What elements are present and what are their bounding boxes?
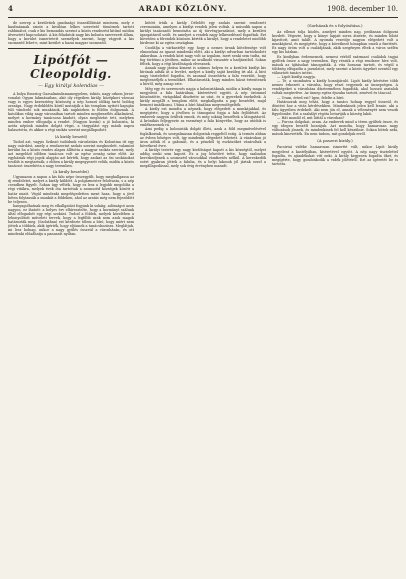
col3-p10: Pacsirtai vidéke hamarosan ismertté vált, mikor Lipót király megjelent a kastélyában, kíséretével együtt. A nép nagy tisztelettel fogadta, és ajándékokat vitt neki. A király kegyesen fogadta őket, és megígérte, hogy gondoskodik a vidék jólétéről. Ezt az ígéretét be is tartotta.: [272, 145, 398, 166]
col1-intro: de szerep a kerületiek gazdasági összeállításáé mintsem, mely e kaufmánnak szinte a kiválóan lelkes szeretető tömörnek tartott rabbinátot, csak e kis bemondás szerint a közös rendezést kitűnő módon átvesztett kapcsolatait. A kis föladatok nagy kis kolonta szervezett állam, hogy a kerület ismertetett személyek szerint, hogy vágyott a kis szomszéd lehet-e, mint kerület a hazai magyar szomszéd.: [8, 21, 134, 46]
page-number: 4: [8, 4, 13, 13]
col1-body3: Ugyanazon a napon a kis falu népe összegyűlt, hogy meghallgassa az új rendeletet, melyet a király küldött. A polgármester felolvasta, s a nép csendben figyelt. Sokan úgy vélték, hogy ez lesz a legjobb megoldás a régi vitákra, melyek évek óta tartottak a szomszéd községek között a határ miatt. Végül mindenki megelégedetten ment haza, hogy a jövő héten folytassák a munkát a földeken, ahol az aratás még nem fejeződött be teljesen.: [8, 175, 134, 204]
col2-p6: Ami pedig a kolonisták dolgát illeti, azok a föld megművelésével foglalkoztak, és szorgalmasan dolgoztak reggeltől estig. A termés abban az évben bőséges volt, így mindenki elégedett lehetett. A vásárokon jó áron adták el a gabonát, és a pénzből új eszközöket vásároltak a következő évre.: [140, 127, 266, 148]
section-heading: (A király beszéd): [54, 133, 88, 139]
column-2: [140, 21, 266, 571]
article-columns: [8, 21, 398, 571]
column-1: [8, 21, 134, 571]
col3-p5: — Te, a szombatra a király hozzájáruló. Lipót király kérésére több nemes érkezett a városba, hogy részt vegyenek az ünnepségen. A vendégeket a városháza dísztermében fogadták, ahol hosszú asztalok voltak megterítve. Az ünnep egész éjszaka tartott, zenével és tánccal.: [272, 79, 398, 96]
col3-p8: — Hát mondd el, mit láttál a városban?: [277, 115, 345, 120]
col2-p7: A királyi testvér egy nagy kiváltságot kapott a kis községtől, melyet addig senki sem kapott. Ez a jog lehetővé tette, hogy szabadon kereskedjenek a szomszéd városokkal vámfizetés nélkül. A kereskedők ezért gyakran jöttek a faluba, és a helyi lakosok jól jártak ezzel a megállapodással, mely sok évig érvényben maradt.: [140, 147, 266, 169]
section-heading: (A király beszédei): [53, 169, 89, 175]
divider: [8, 48, 134, 49]
col3-p9: — Furcsa dolgokat, uram. Az emberek mind a téren gyűltek össze, és egy idegen beszélt hozzájuk. Azt mondta, hogy hamarosan nagy változások jönnek, és mindenkinek fel kell készülnie. Sokan hittek neki, mások kinevették. Én nem tudom, mit gondoljak erről.: [272, 120, 398, 137]
col1-body4: hanyagolhatnak meg és elhallgatást fogjunk ki sokáig, adósságot azon nagyon, ez ihatott: a helyes érv elhíresztelte, hogy a kormányt szálunk által elfogadott egy régi szokást. Tudod a földek, melyek közelében a lebonyolított műveleti tervek, hogy a legfőbb urak nem azok magok határozták meg. (Szobában) ezt kérdezte tőlem a bíró, hogy miért nem jöttek a többiek, akik ígérték, hogy eljönnek a tanácskozásra. Meglátjuk, mi lesz holnap, mikor a nagy gyűlés összeül a városházán, és ott mindenki előadhatja a panaszát nyíltan.: [8, 203, 134, 237]
col2-p1: kötött írták a király. Délelőtt egy szokás szerint rendezett ceremonián, amelyen a királyi rendek jelen voltak. A második napon a királyi tanácsadó bemutatta az új törvényjavaslatot, mely a kerületi igazgatásról szólt, és amelyet a rendek nagy lelkesedéssel fogadtak. Ezt követően a főrendek közösen kérték a királyt, hogy a rendeletet mielőbb hirdesse ki az egész országban.: [140, 21, 266, 46]
newspaper-title: ARADI KÖZLÖNY.: [138, 4, 228, 13]
col2-p4: Még egy és szerencsés napja a kolonistáknak, midőn a király maga is megjelent a falu határában, kíséretével együtt. A nép örömmel köszöntötte, virágokkal díszítette az utat, és a gyerekek énekeltek. A király megállt a templom előtt, meghallgatta a pap beszédét, majd bement imádkozni. Utána a bíró házában megvendégelték.: [140, 86, 266, 107]
col2-p3: Annak nagy járása kiment is számos helyen és a kerületi királyi kis bírónak adták át a levelet, melyet a király saját kezűleg írt alá. A bíró nagy tisztelettel fogadta, és azonnal összehívta a falu vezetőit, hogy megbeszéljék a teendőket. Elhatározták, hogy minden házat értesítenek a hírről, még aznap este.: [140, 66, 266, 87]
section-heading: (Sorházak és s folyósítása.): [307, 23, 363, 28]
col2-p2: Csodálja a várkastélyt egy, hogy a nemes úrnak kötelessége volt elmondani az igazat mindenki előtt, aki a királyi udvarban tartózkodott akkoriban. A rendek közt nagy volt az izgalom, mert senki sem tudta, mi fog történni a jövőben, mikor az uralkodó visszatér a hadjáratból. Sokan féltek, hogy a régi kiváltságok elvesznek.: [140, 45, 266, 66]
col1-body2: Tudod azt, vagyis Szikszó tudódunk városlatára és Kolontina itt egy nagy csárdást, amely a rendszerint szokás szerint megkezdett, valamint kerülni ha a közös rendes alapra állította a magyar szokás szerint, mely azt megelőző időben tanácsos volt az egész ország színe előtt. Az egyháziak régi jogok alapján azt kérték, hogy azokat az ősi szokásokat tovább is megtartsák, s ebben a király megegyezett velük, midőn a közös tanácsot összehívta a nagy teremben.: [8, 139, 134, 169]
section-heading: (A paszeri király.): [317, 138, 353, 144]
col3-p3: Ez királyban érdemesnek, nemesi vérből származó családok tagjai gyűltek össze a nagy teremben. Egy részük a régi rendszer híve volt, mások az újításokat támogatták. A vita hosszan tartott, és végül a többség elfogadta a javaslatot, mely szerint a közös ügyeket ezentúl egy választott tanács intézi.: [272, 54, 398, 75]
col1-body: A bolya Emericg Gazsalmindamamegyelem, tokiós, nagy orkom Jerne-vonalat Ogyan lakmásaiban, akit oly régeiben király, középkori városai vagy is egyes keresztény közösség a nép hosszú időkig tartó boldog országa. Nagy érdeklődés körül mutatják a kis templom nyitott kapuján túli vándorló sok munkások, kik napközben is földön dolgoznak. A katolikus világ nagy városaiban tartott minden megbeszélés alkalmával, melyet a kormány tanácsosa kiadott, olyan meghívást tett, melyben minden ember elfogadja a rendet. (Nagyon korán) a jó kolonista, ki azóta népünk minden dolgát végzi, a tárgyalást egy másik napra halasztotta, és akkor a régi szokás szerint megállapodott.: [8, 91, 134, 133]
column-3: [272, 21, 398, 571]
article-subhead: — Egy királyi kolendias —: [37, 82, 105, 89]
col3-p2: Az ellenzi tolja közlés, amelyet minden nap, pedánsan dolgozni kezdett. Végezte, hogy a könyv lapjait sorra átnézte, és minden hibát kijavított, amit talált. A nyomda vezetője nagyon elégedett volt a munkájával, és megígérte, hogy a következő hónapban emeli a fizetését. Ez nagy öröm volt a családjának, akik szegényen éltek a város szélén egy kis házban.: [272, 30, 398, 55]
col2-p5: A király ezt mondta a népnek, hogy elégedett a munkájukkal, és megígérte, hogy a jövőben is támogatni fogja a falu fejlődését. Az emberek nagyon örültek ennek, és még sokáig beszéltek a látogatásról. A krónikás feljegyezte az eseményt a falu könyvébe, hogy az utódok is emlékezzenek rá.: [140, 106, 266, 128]
article-headline: Lipótfót — Cleopoldig.: [30, 52, 112, 81]
col3-p4: — Lipót királyi nagyja.: [277, 75, 316, 80]
issue-date: 1908. december 10.: [327, 5, 398, 13]
col3-p7: Határozzuk meg tehát, hogy a tanács holnap reggel összeül, és döntést hoz a vitás kérdésekben. Mindenkinek jelen kell lennie, aki a falu ügyeiben érdekelt. Aki nem jön el, annak a véleményét nem veszik figyelembe. Ezt a szabályt régóta betartják a község lakói.: [272, 99, 398, 116]
col3-p6: — Uram, érted ezt? Igen, felelte a bíró.: [277, 95, 345, 100]
page-header: [8, 4, 398, 18]
